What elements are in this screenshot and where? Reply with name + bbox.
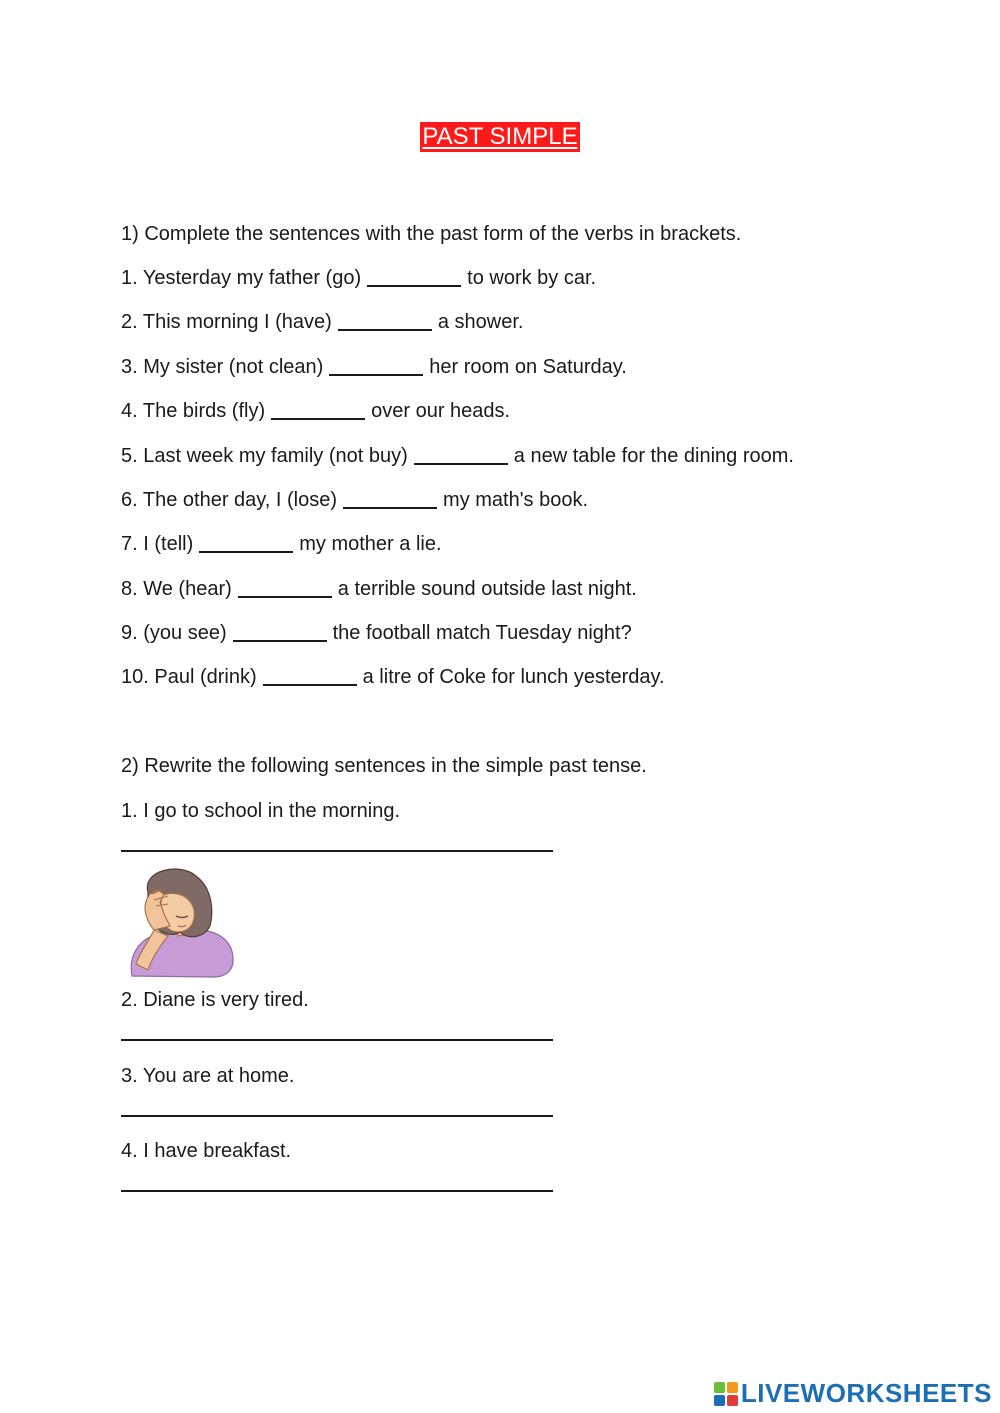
exercise1-item-2	[121, 309, 523, 335]
item-text-after: my mother a lie.	[299, 533, 442, 555]
item-text-before: 8. We (hear)	[121, 578, 232, 600]
item-text-before: 10. Paul (drink)	[121, 666, 257, 688]
item-text-after: to work by car.	[467, 267, 597, 289]
tired-woman-icon	[118, 866, 236, 978]
liveworksheets-logo	[714, 1378, 992, 1409]
item-text-before: 2. This morning I (have)	[121, 311, 332, 333]
item-text-before: 4. The birds (fly)	[121, 400, 266, 422]
item-text-after: my math's book.	[443, 489, 589, 511]
item-text-after: a litre of Coke for lunch yesterday.	[362, 666, 665, 688]
answer-blank[interactable]	[414, 463, 508, 465]
answer-blank[interactable]	[329, 374, 423, 376]
item-text-after: the football match Tuesday night?	[332, 622, 632, 644]
answer-blank[interactable]	[263, 684, 357, 686]
answer-line[interactable]	[121, 1190, 553, 1192]
item-text-after: a terrible sound outside last night.	[337, 578, 637, 600]
section2-instruction: 2) Rewrite the following sentences in the simple past tense.	[121, 755, 647, 777]
item-text-after: over our heads.	[371, 400, 511, 422]
exercise2-item-1: 1. I go to school in the morning.	[121, 800, 401, 822]
answer-blank[interactable]	[199, 551, 293, 553]
answer-line[interactable]	[121, 1039, 553, 1041]
item-text-after: her room on Saturday.	[429, 356, 627, 378]
section1-instruction: 1) Complete the sentences with the past form of the verbs in brackets.	[121, 223, 742, 245]
exercise1-item-6	[121, 487, 588, 513]
logo-blocks-icon	[714, 1382, 738, 1406]
answer-blank[interactable]	[367, 285, 461, 287]
item-text-before: 9. (you see)	[121, 622, 227, 644]
item-text-after: a new table for the dining room.	[513, 445, 794, 467]
exercise2-item-2: 2. Diane is very tired.	[121, 989, 309, 1011]
answer-blank[interactable]	[338, 329, 432, 331]
exercise2-item-4: 4. I have breakfast.	[121, 1140, 292, 1162]
exercise1-item-3	[121, 354, 627, 380]
answer-blank[interactable]	[343, 507, 437, 509]
item-text-before: 6. The other day, I (lose)	[121, 489, 338, 511]
answer-blank[interactable]	[271, 418, 365, 420]
exercise2-item-3: 3. You are at home.	[121, 1065, 295, 1087]
answer-blank[interactable]	[238, 596, 332, 598]
answer-line[interactable]	[121, 850, 553, 852]
exercise1-item-9	[121, 620, 632, 646]
exercise1-item-10	[121, 664, 665, 690]
exercise1-item-4	[121, 398, 510, 424]
page-title: PAST SIMPLE	[422, 123, 578, 150]
exercise1-item-1	[121, 265, 596, 291]
item-text-before: 5. Last week my family (not buy)	[121, 445, 408, 467]
item-text-before: 3. My sister (not clean)	[121, 356, 324, 378]
logo-text: LIVEWORKSHEETS	[740, 1378, 992, 1408]
title-container	[0, 122, 1000, 152]
item-text-after: a shower.	[437, 311, 524, 333]
exercise1-item-7	[121, 531, 442, 557]
item-text-before: 1. Yesterday my father (go)	[121, 267, 362, 289]
item-text-before: 7. I (tell)	[121, 533, 194, 555]
answer-blank[interactable]	[233, 640, 327, 642]
exercise1-item-5	[121, 443, 794, 469]
answer-line[interactable]	[121, 1115, 553, 1117]
exercise1-item-8	[121, 576, 637, 602]
